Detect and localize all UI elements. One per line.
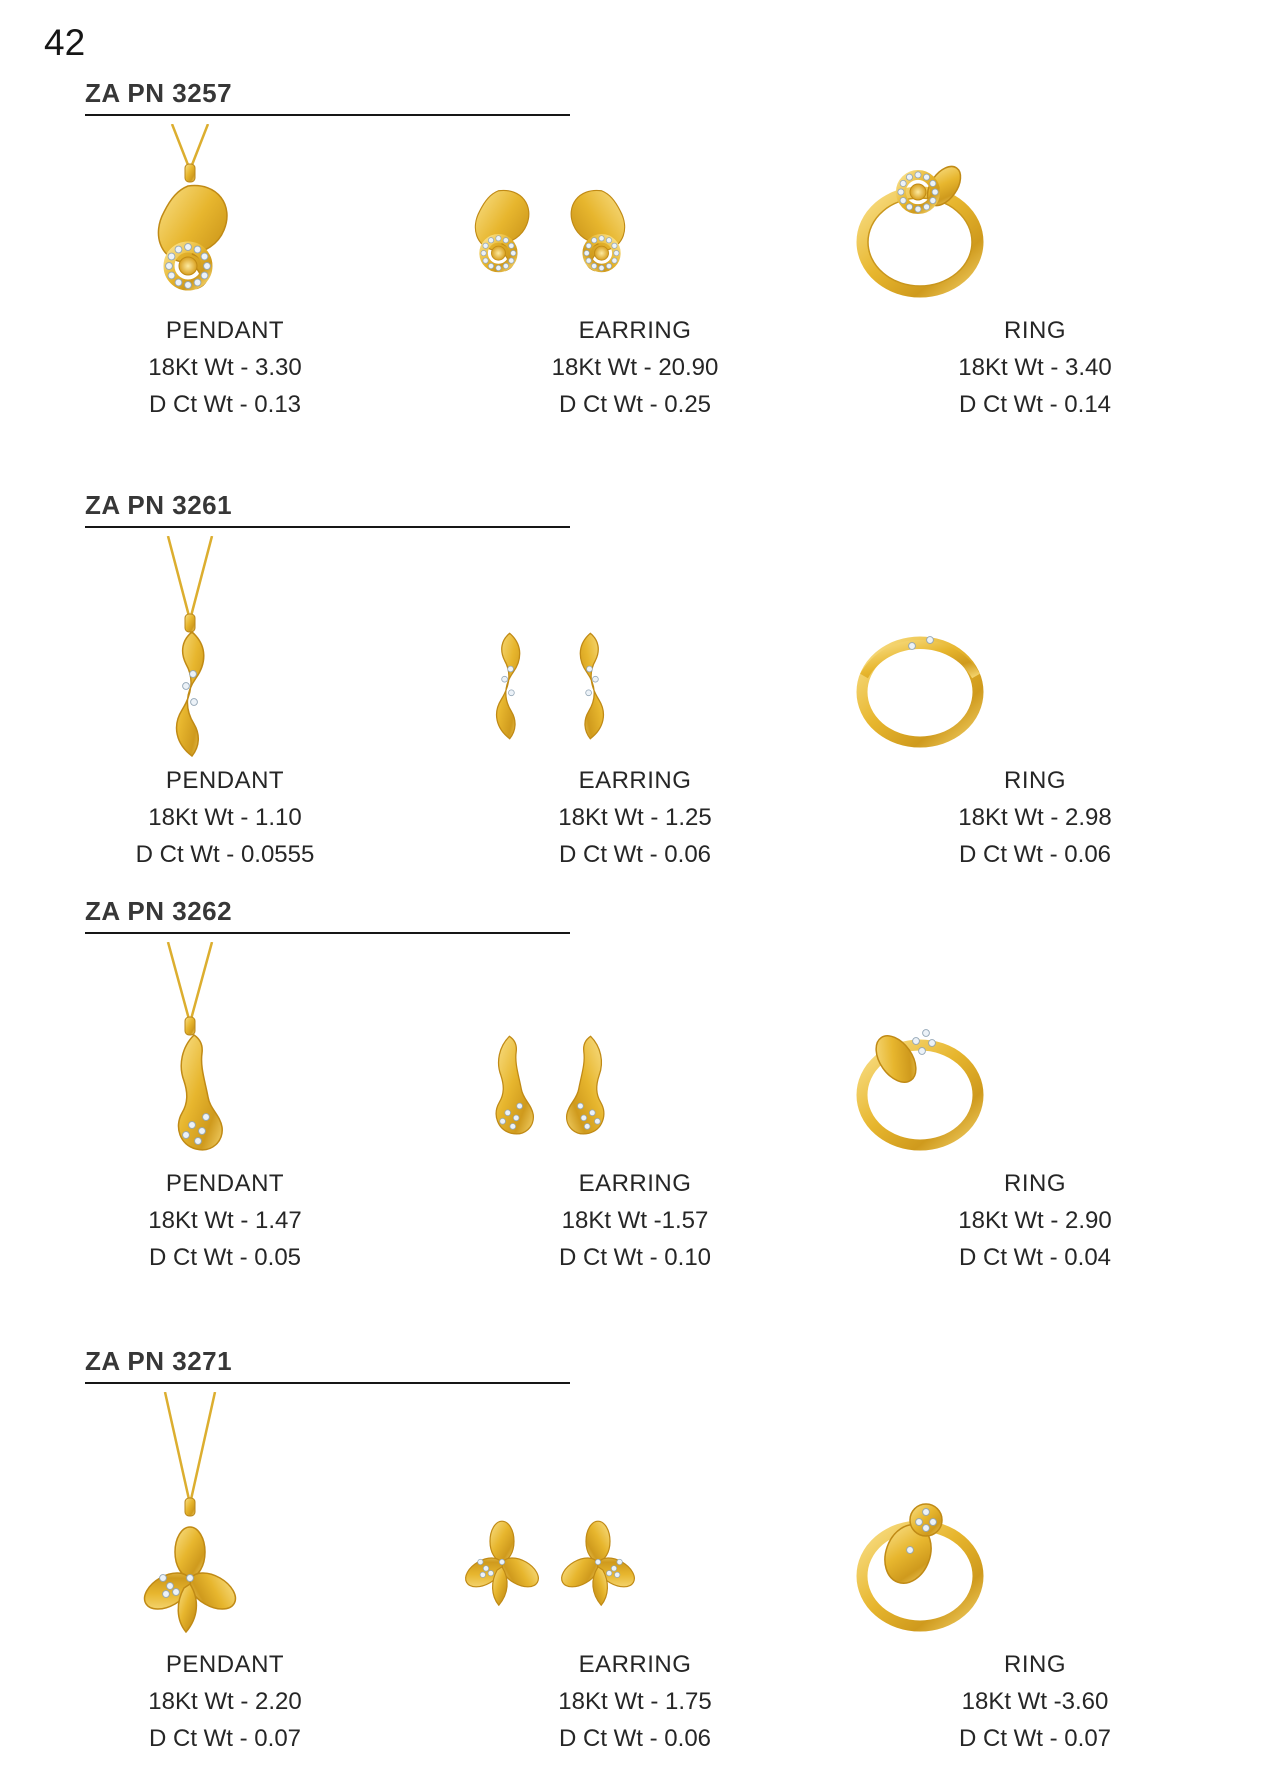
pendant-image [55, 934, 395, 1165]
item-diamond-weight: D Ct Wt - 0.14 [958, 391, 1112, 418]
earring-item [465, 528, 805, 873]
pendant-image [55, 116, 395, 312]
item-gold-weight: 18Kt Wt - 20.90 [551, 354, 719, 381]
product-row [65, 116, 1225, 423]
item-gold-weight: 18Kt Wt -3.60 [961, 1688, 1109, 1715]
item-gold-weight: 18Kt Wt - 2.20 [148, 1688, 302, 1715]
item-gold-weight: 18Kt Wt - 2.90 [958, 1207, 1112, 1234]
earring-item [465, 116, 805, 423]
item-type-label: EARRING [578, 1651, 692, 1678]
ring-image [865, 1384, 1205, 1646]
item-diamond-weight: D Ct Wt - 0.25 [558, 391, 712, 418]
product-row [65, 528, 1225, 873]
item-type-label: RING [1004, 767, 1066, 794]
item-type-label: EARRING [578, 1170, 692, 1197]
item-type-label: PENDANT [165, 317, 285, 344]
item-type-label: EARRING [578, 317, 692, 344]
product-row [65, 1384, 1225, 1757]
item-gold-weight: 18Kt Wt - 2.98 [958, 804, 1112, 831]
item-type-label: PENDANT [165, 767, 285, 794]
product-group-3257 [65, 78, 1225, 423]
pendant-image [55, 528, 395, 762]
item-diamond-weight: D Ct Wt - 0.06 [558, 1725, 712, 1752]
product-code: ZA PN 3271 [85, 1346, 570, 1384]
item-type-label: PENDANT [165, 1170, 285, 1197]
ring-image [865, 934, 1205, 1165]
item-type-label: RING [1004, 317, 1066, 344]
item-type-label: RING [1004, 1170, 1066, 1197]
ring-item [865, 934, 1205, 1276]
ring-item [865, 528, 1205, 873]
item-diamond-weight: D Ct Wt - 0.06 [558, 841, 712, 868]
item-diamond-weight: D Ct Wt - 0.06 [958, 841, 1112, 868]
product-group-3271 [65, 1346, 1225, 1757]
product-group-3262 [65, 896, 1225, 1276]
ring-image [865, 528, 1205, 762]
earring-image [465, 116, 805, 312]
item-gold-weight: 18Kt Wt -1.57 [561, 1207, 709, 1234]
item-diamond-weight: D Ct Wt - 0.0555 [135, 841, 315, 868]
item-gold-weight: 18Kt Wt - 1.47 [148, 1207, 302, 1234]
earring-image [465, 1384, 805, 1646]
product-row [65, 934, 1225, 1276]
item-type-label: EARRING [578, 767, 692, 794]
item-gold-weight: 18Kt Wt - 1.25 [558, 804, 712, 831]
earring-item [465, 1384, 805, 1757]
product-code: ZA PN 3261 [85, 490, 570, 528]
item-diamond-weight: D Ct Wt - 0.07 [958, 1725, 1112, 1752]
product-code: ZA PN 3257 [85, 78, 570, 116]
pendant-image [55, 1384, 395, 1646]
ring-item [865, 116, 1205, 423]
item-type-label: RING [1004, 1651, 1066, 1678]
item-gold-weight: 18Kt Wt - 3.40 [958, 354, 1112, 381]
ring-image [865, 116, 1205, 312]
item-gold-weight: 18Kt Wt - 1.10 [148, 804, 302, 831]
item-diamond-weight: D Ct Wt - 0.07 [148, 1725, 302, 1752]
earring-item [465, 934, 805, 1276]
item-diamond-weight: D Ct Wt - 0.13 [148, 391, 302, 418]
earring-image [465, 528, 805, 762]
pendant-item [55, 1384, 395, 1757]
product-code: ZA PN 3262 [85, 896, 570, 934]
item-diamond-weight: D Ct Wt - 0.04 [958, 1244, 1112, 1271]
product-group-3261 [65, 490, 1225, 873]
item-type-label: PENDANT [165, 1651, 285, 1678]
item-diamond-weight: D Ct Wt - 0.05 [148, 1244, 302, 1271]
item-gold-weight: 18Kt Wt - 3.30 [148, 354, 302, 381]
pendant-item [55, 934, 395, 1276]
ring-item [865, 1384, 1205, 1757]
pendant-item [55, 116, 395, 423]
page-number: 42 [44, 22, 86, 63]
pendant-item [55, 528, 395, 873]
item-gold-weight: 18Kt Wt - 1.75 [558, 1688, 712, 1715]
earring-image [465, 934, 805, 1165]
item-diamond-weight: D Ct Wt - 0.10 [558, 1244, 712, 1271]
